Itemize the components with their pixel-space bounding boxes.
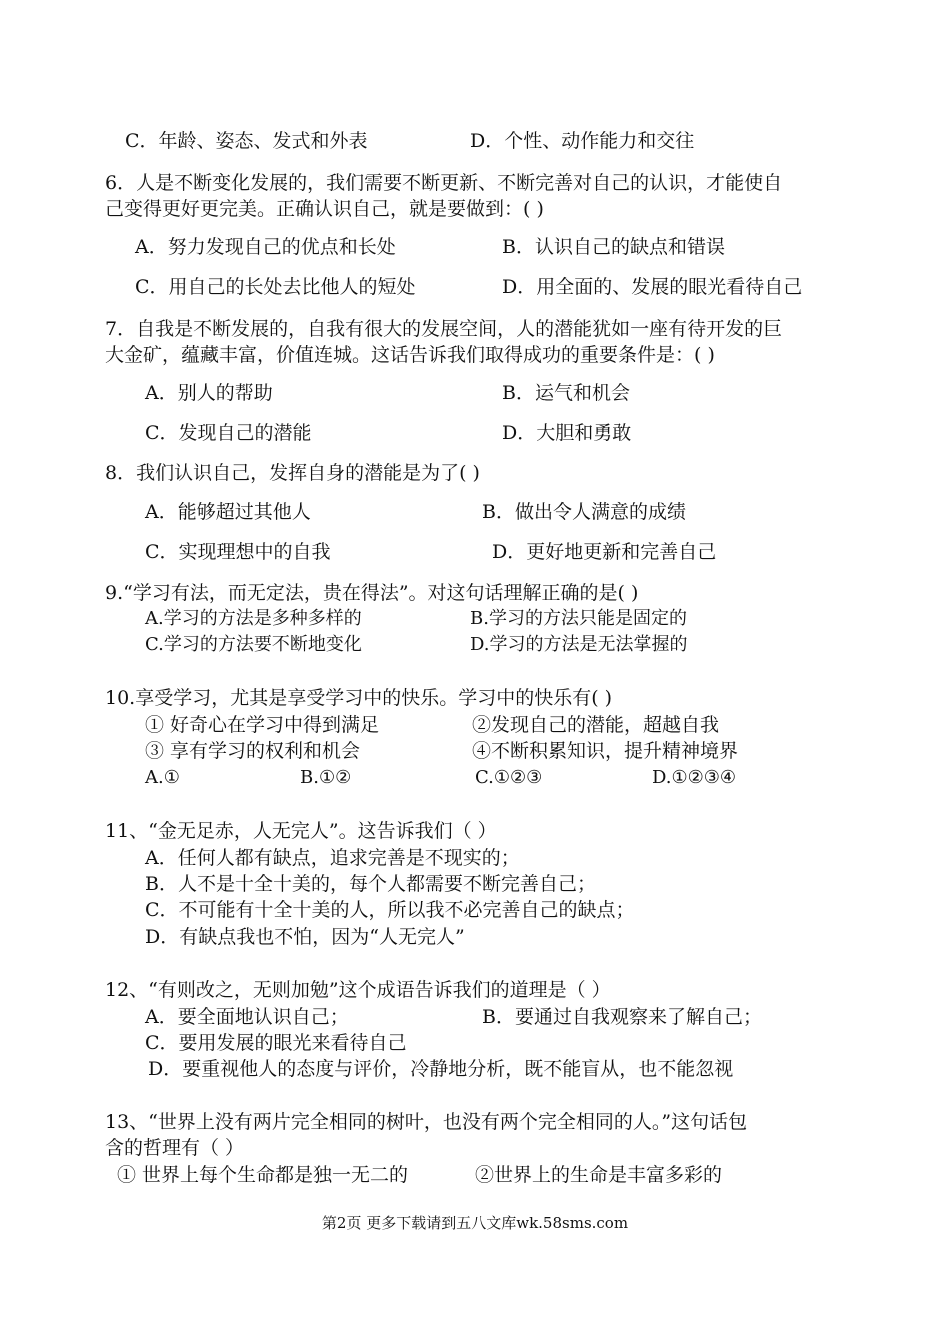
q8-option-d: D．更好地更新和完善自己 xyxy=(492,541,717,563)
q11-stem: 11、“金无足赤，人无完人”。这告诉我们（ ） xyxy=(105,820,497,842)
q5-option-c: C．年龄、姿态、发式和外表 xyxy=(125,130,368,152)
q6-option-b: B．认识自己的缺点和错误 xyxy=(502,236,725,258)
q6-option-d: D．用全面的、发展的眼光看待自己 xyxy=(502,276,803,298)
q10-stem: 10.享受学习，尤其是享受学习中的快乐。学习中的快乐有( ) xyxy=(105,687,613,709)
q8-option-a: A．能够超过其他人 xyxy=(145,501,311,523)
q13-item-1: ① 世界上每个生命都是独一无二的 xyxy=(117,1164,409,1186)
q7-option-a: A．别人的帮助 xyxy=(145,382,273,404)
q11-option-d: D．有缺点我也不怕，因为“人无完人” xyxy=(145,926,465,948)
q7-option-d: D．大胆和勇敢 xyxy=(502,422,632,444)
q10-item-2: ②发现自己的潜能，超越自我 xyxy=(472,714,720,736)
q7-stem-line1: 7．自我是不断发展的，自我有很大的发展空间，人的潜能犹如一座有待开发的巨 xyxy=(105,318,783,340)
q5-option-d: D．个性、动作能力和交往 xyxy=(470,130,695,152)
q9-option-a: A.学习的方法是多种多样的 xyxy=(145,608,362,629)
q12-stem: 12、“有则改之，无则加勉”这个成语告诉我们的道理是（ ） xyxy=(105,979,611,1001)
q10-option-d: D.①②③④ xyxy=(652,767,737,788)
q10-item-3: ③ 享有学习的权利和机会 xyxy=(145,740,361,762)
q12-option-a: A．要全面地认识自己； xyxy=(145,1006,349,1028)
q13-stem-line2: 含的哲理有（ ） xyxy=(105,1137,245,1159)
q8-option-c: C．实现理想中的自我 xyxy=(145,541,331,563)
q6-option-a: A．努力发现自己的优点和长处 xyxy=(135,236,396,258)
q9-option-c: C.学习的方法要不断地变化 xyxy=(145,634,362,655)
q9-stem: 9.“学习有法，而无定法，贵在得法”。对这句话理解正确的是( ) xyxy=(105,582,639,604)
q6-stem-line2: 己变得更好更完美。正确认识自己，就是要做到：( ) xyxy=(105,198,544,220)
q10-item-4: ④不断积累知识，提升精神境界 xyxy=(472,740,739,762)
q7-option-c: C．发现自己的潜能 xyxy=(145,422,312,444)
q12-option-b: B．要通过自我观察来了解自己； xyxy=(482,1006,762,1028)
q6-option-c: C．用自己的长处去比他人的短处 xyxy=(135,276,416,298)
q10-option-a: A.① xyxy=(145,767,180,788)
q13-stem-line1: 13、“世界上没有两片完全相同的树叶，也没有两个完全相同的人。”这句话包 xyxy=(105,1111,748,1133)
page-footer: 第2页 更多下载请到五八文库wk.58sms.com xyxy=(321,1214,629,1232)
q10-option-c: C.①②③ xyxy=(475,767,543,788)
q6-stem-line1: 6．人是不断变化发展的，我们需要不断更新、不断完善对自己的认识，才能使自 xyxy=(105,172,783,194)
q12-option-d: D．要重视他人的态度与评价，冷静地分析，既不能盲从，也不能忽视 xyxy=(148,1058,734,1080)
q8-option-b: B．做出令人满意的成绩 xyxy=(482,501,686,523)
q7-option-b: B．运气和机会 xyxy=(502,382,630,404)
q11-option-a: A．任何人都有缺点，追求完善是不现实的； xyxy=(145,847,520,869)
q9-option-b: B.学习的方法只能是固定的 xyxy=(470,608,687,629)
q11-option-b: B．人不是十全十美的，每个人都需要不断完善自己； xyxy=(145,873,596,895)
q9-option-d: D.学习的方法是无法掌握的 xyxy=(470,634,688,655)
q7-stem-line2: 大金矿，蕴藏丰富，价值连城。这话告诉我们取得成功的重要条件是：( ) xyxy=(105,344,715,366)
q12-option-c: C．要用发展的眼光来看待自己 xyxy=(145,1032,407,1054)
q8-stem: 8．我们认识自己，发挥自身的潜能是为了( ) xyxy=(105,462,480,484)
q10-item-1: ① 好奇心在学习中得到满足 xyxy=(145,714,380,736)
q10-option-b: B.①② xyxy=(300,767,352,788)
q11-option-c: C．不可能有十全十美的人，所以我不必完善自己的缺点； xyxy=(145,899,635,921)
q13-item-2: ②世界上的生命是丰富多彩的 xyxy=(475,1164,723,1186)
